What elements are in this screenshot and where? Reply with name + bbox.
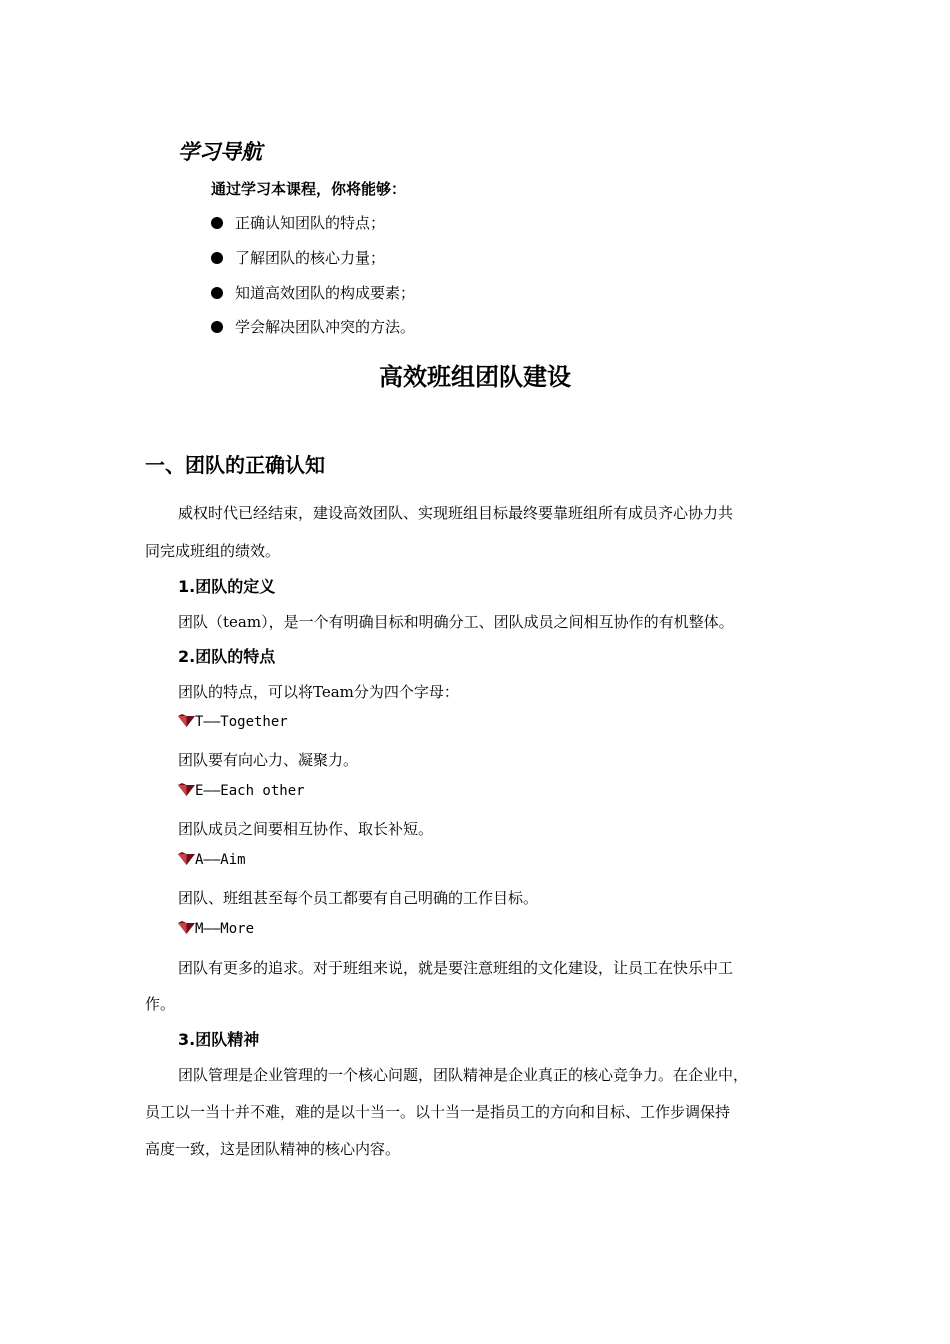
paragraph-line: 团队的特点，可以将Team分为四个字母：: [178, 683, 459, 701]
list-item: 了解团队的核心力量；: [211, 247, 385, 268]
list-item: 知道高效团队的构成要素；: [211, 282, 415, 303]
paragraph-line: 团队有更多的追求。对于班组来说，就是要注意班组的文化建设，让员工在快乐中工: [178, 959, 734, 977]
letter-item-m: M——More: [178, 921, 254, 937]
bullet-icon: [211, 321, 223, 333]
paragraph-line: 威权时代已经结束，建设高效团队、实现班组目标最终要靠班组所有成员齐心协力共: [178, 504, 734, 522]
arrow-bullet-icon: [178, 921, 195, 934]
paragraph-line: 团队要有向心力、凝聚力。: [178, 751, 359, 769]
paragraph-line: 作。: [145, 995, 176, 1013]
nav-title: 学习导航: [178, 139, 262, 164]
letter-item-a: A——Aim: [178, 852, 246, 868]
list-item: 学会解决团队冲突的方法。: [211, 316, 415, 337]
arrow-bullet-icon: [178, 714, 195, 727]
bullet-icon: [211, 287, 223, 299]
document-title: 高效班组团队建设: [379, 363, 571, 391]
subsection-heading: 1.团队的定义: [178, 577, 276, 596]
paragraph-line: 同完成班组的绩效。: [145, 542, 281, 560]
paragraph-line: 高度一致，这是团队精神的核心内容。: [145, 1140, 401, 1158]
letter-item-t: T——Together: [178, 714, 288, 730]
paragraph-line: 团队、班组甚至每个员工都要有自己明确的工作目标。: [178, 889, 539, 907]
arrow-bullet-icon: [178, 852, 195, 865]
paragraph-line: 团队管理是企业管理的一个核心问题，团队精神是企业真正的核心竞争力。在企业中，: [178, 1066, 749, 1084]
paragraph-line: 员工以一当十并不难，难的是以十当一。以十当一是指员工的方向和目标、工作步调保持: [145, 1103, 731, 1121]
subsection-heading: 2.团队的特点: [178, 647, 276, 666]
subsection-heading: 3.团队精神: [178, 1030, 260, 1049]
section-heading: 一、团队的正确认知: [145, 453, 325, 477]
arrow-bullet-icon: [178, 783, 195, 796]
paragraph-line: 团队成员之间要相互协作、取长补短。: [178, 820, 434, 838]
paragraph-line: 团队（team），是一个有明确目标和明确分工、团队成员之间相互协作的有机整体。: [178, 613, 734, 631]
bullet-icon: [211, 217, 223, 229]
letter-item-e: E——Each other: [178, 783, 305, 799]
nav-intro: 通过学习本课程，你将能够：: [211, 180, 407, 198]
bullet-icon: [211, 252, 223, 264]
list-item: 正确认知团队的特点；: [211, 212, 385, 233]
